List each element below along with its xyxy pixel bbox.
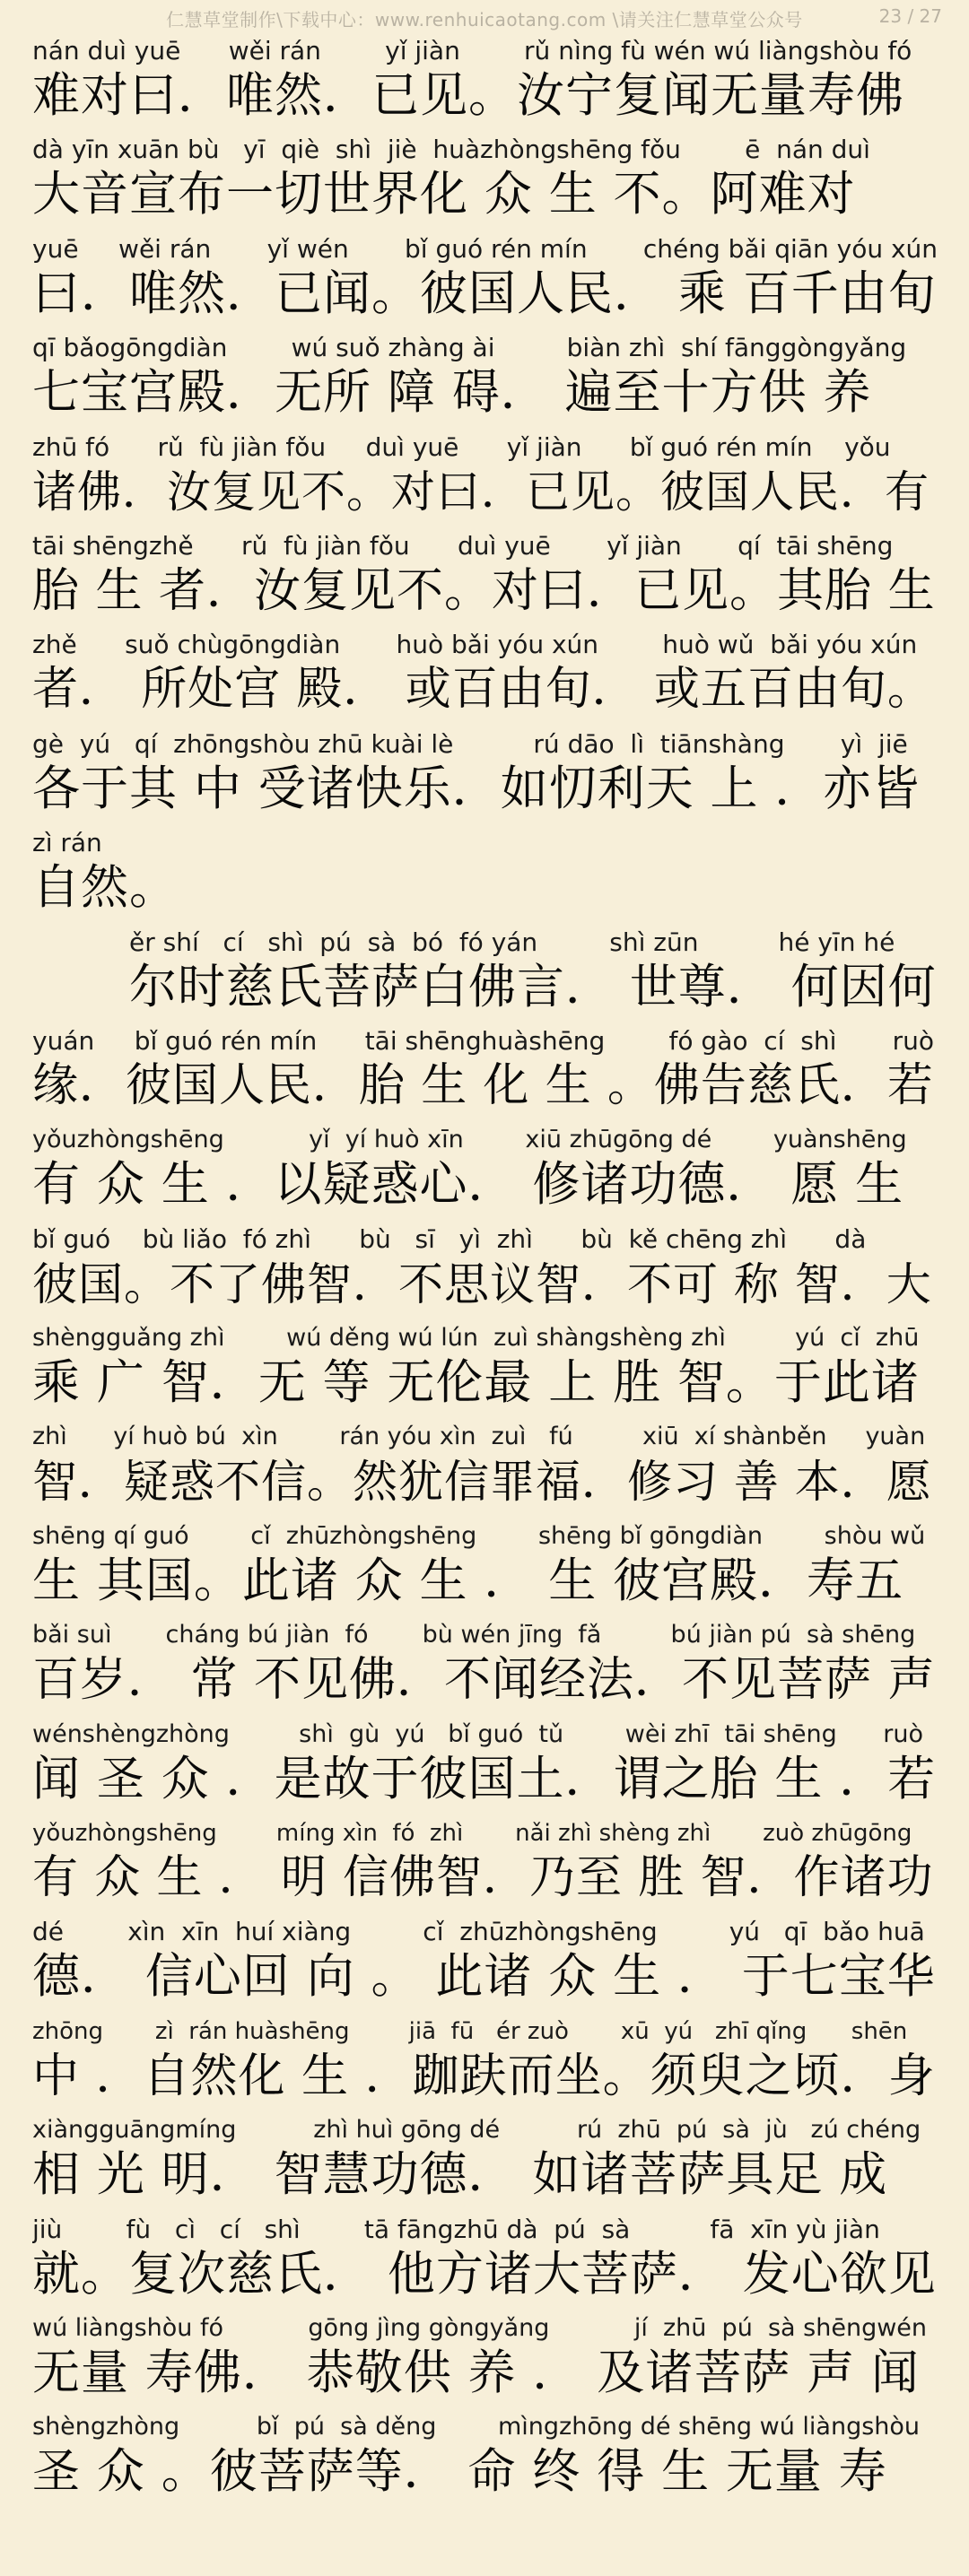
text-line bbox=[32, 1026, 938, 1125]
pinyin-line: shēng qí guó cǐ zhūzhòngshēng shēng bǐ gōngdiàn shòu wǔ bbox=[32, 1521, 926, 1550]
text-line bbox=[32, 2412, 938, 2511]
hanzi-line: 智．疑惑不信。然犹信罪福．修习 善 本．愿 bbox=[32, 1456, 932, 1509]
pinyin-line: shèngzhòng bǐ pú sà děng mìngzhōng dé shēng wú liàngshòu bbox=[32, 2413, 921, 2441]
pinyin-line: zhū fó rǔ fù jiàn fǒu duì yuē yǐ jiàn bǐ guó rén mín yǒu bbox=[32, 431, 891, 462]
pinyin-line: zhě suǒ chùgōngdiàn huò bǎi yóu xún huò wǔ bǎi yóu xún bbox=[32, 630, 918, 660]
pinyin-line: jiù fù cì cí shì tā fāngzhū dà pú sà fā xīn yù jiàn bbox=[32, 2214, 880, 2244]
hanzi-line: 难对曰．唯然．已见。汝宁复闻无量寿佛 bbox=[32, 68, 904, 123]
text-line bbox=[32, 1620, 938, 1719]
pinyin-line: bǎi suì cháng bú jiàn fó bù wén jīng fǎ bú jiàn pú sà shēng bbox=[32, 1621, 916, 1649]
text-line bbox=[32, 432, 938, 531]
hanzi-line: 德． 信心回 向 。 此诸 众 生 ． 于七宝华 bbox=[32, 1949, 936, 2005]
pinyin-line: yuán bǐ guó rén mín tāi shēnghuàshēng fó gào cí shì ruò bbox=[32, 1025, 935, 1056]
hanzi-line: 乘 广 智．无 等 无伦最 上 胜 智。于此诸 bbox=[32, 1355, 920, 1411]
hanzi-line: 大音宣布一切世界化 众 生 不。阿难对 bbox=[32, 167, 856, 222]
hanzi-line: 曰．唯然．已闻。彼国人民． 乘 百千由旬 bbox=[32, 265, 937, 321]
pinyin-line: qī bǎogōngdiàn wú suǒ zhàng ài biàn zhì shí fānggòngyǎng bbox=[32, 333, 907, 363]
text-line bbox=[32, 135, 938, 233]
pinyin-line: ěr shí cí shì pú sà bó fó yán shì zūn hé yīn hé bbox=[129, 927, 895, 957]
page-header bbox=[0, 0, 969, 36]
pinyin-line: wú liàngshòu fó gōng jìng gòngyǎng jí zhū pú sà shēngwén bbox=[32, 2313, 928, 2342]
hanzi-line: 尔时慈氏菩萨白佛言． 世尊． 何因何 bbox=[129, 959, 937, 1014]
text-line bbox=[32, 2313, 938, 2412]
text-line bbox=[32, 2115, 938, 2214]
hanzi-line: 就。复次慈氏． 他方诸大菩萨． 发心欲见 bbox=[32, 2246, 937, 2302]
hanzi-line: 相 光 明． 智慧功德． 如诸菩萨具足 成 bbox=[32, 2147, 888, 2203]
pinyin-line: zì rán bbox=[32, 828, 102, 858]
hanzi-line: 诸佛．汝复见不。对曰．已见。彼国人民．有 bbox=[32, 466, 930, 518]
text-line bbox=[32, 828, 938, 927]
text-line bbox=[32, 1323, 938, 1422]
pinyin-line: gè yú qí zhōngshòu zhū kuài lè rú dāo lì tiānshàng yì jiē bbox=[32, 728, 908, 759]
pinyin-line: zhōng zì rán huàshēng jiā fū ér zuò xū yú zhī qǐng shēn bbox=[32, 2017, 908, 2045]
text-line bbox=[32, 1224, 938, 1323]
pinyin-line: dé xìn xīn huí xiàng cǐ zhūzhòngshēng yú qī bǎo huā bbox=[32, 1917, 925, 1947]
text-line bbox=[32, 333, 938, 431]
text-line bbox=[32, 1125, 938, 1223]
text-line bbox=[32, 1818, 938, 1917]
header-title: 仁慧草堂制作\下载中心：www.renhuicaotang.com \请关注仁慧草堂公众号 bbox=[166, 9, 803, 30]
text-line bbox=[32, 531, 938, 630]
pinyin-line: zhì yí huò bú xìn rán yóu xìn zuì fú xiū xí shànběn yuàn bbox=[32, 1423, 926, 1451]
hanzi-line: 生 其国。此诸 众 生 ． 生 彼宫殿．寿五 bbox=[32, 1553, 904, 1608]
text-line bbox=[32, 1422, 938, 1520]
pinyin-line: yǒuzhòngshēng yǐ yí huò xīn xiū zhūgōng dé yuànshēng bbox=[32, 1126, 907, 1154]
pinyin-line: tāi shēngzhě rǔ fù jiàn fǒu duì yuē yǐ jiàn qí tāi shēng bbox=[32, 530, 894, 561]
text-line bbox=[32, 630, 938, 728]
pinyin-line: nán duì yuē wěi rán yǐ jiàn rǔ nìng fù wén wú liàngshòu fó bbox=[32, 36, 912, 65]
hanzi-line: 各于其 中 受诸快乐．如忉利天 上 ．亦皆 bbox=[32, 761, 921, 816]
page-number: 23 / 27 bbox=[878, 5, 942, 27]
pinyin-line: bǐ guó bù liǎo fó zhì bù sī yì zhì bù kě chēng zhì dà bbox=[32, 1223, 867, 1254]
hanzi-line: 七宝宫殿．无所 障 碍． 遍至十方供 养 bbox=[32, 365, 872, 421]
pinyin-line: dà yīn xuān bù yī qiè shì jiè huàzhòngshēng fǒu ē nán duì bbox=[32, 135, 870, 165]
text-line bbox=[32, 729, 938, 828]
text-line bbox=[32, 234, 938, 333]
text-line bbox=[32, 1719, 938, 1818]
hanzi-line: 胎 生 者．汝复见不。对曰．已见。其胎 生 bbox=[32, 563, 936, 618]
text-line bbox=[32, 1521, 938, 1620]
text-line bbox=[32, 1917, 938, 2015]
hanzi-line: 有 众 生 ．以疑惑心． 修诸功德． 愿 生 bbox=[32, 1157, 904, 1213]
hanzi-line: 百岁． 常 不见佛．不闻经法．不见菩萨 声 bbox=[32, 1653, 936, 1708]
hanzi-line: 无量 寿佛． 恭敬供 养 ． 及诸菩萨 声 闻 bbox=[32, 2345, 920, 2400]
hanzi-line: 彼国。不了佛智．不思议智．不可 称 智．大 bbox=[32, 1258, 932, 1310]
pinyin-line: yǒuzhòngshēng míng xìn fó zhì nǎi zhì shèng zhì zuò zhūgōng bbox=[32, 1820, 912, 1848]
scripture-text bbox=[32, 36, 938, 2574]
text-line bbox=[32, 2016, 938, 2115]
pinyin-line: yuē wěi rán yǐ wén bǐ guó rén mín chéng bǎi qiān yóu xún bbox=[32, 233, 938, 264]
hanzi-line: 闻 圣 众 ．是故于彼国土．谓之胎 生 ．若 bbox=[32, 1751, 937, 1806]
hanzi-line: 者． 所处宫 殿． 或百由旬． 或五百由旬。 bbox=[32, 663, 934, 717]
hanzi-line: 圣 众 。彼菩萨等． 命 终 得 生 无量 寿 bbox=[32, 2444, 887, 2500]
text-line bbox=[32, 927, 938, 1026]
pinyin-line: shèngguǎng zhì wú děng wú lún zuì shàngshèng zhì yú cǐ zhū bbox=[32, 1324, 920, 1353]
hanzi-line: 有 众 生 ． 明 信佛智．乃至 胜 智．作诸功 bbox=[32, 1851, 934, 1905]
hanzi-line: 自然。 bbox=[32, 860, 178, 916]
pinyin-line: wénshèngzhòng shì gù yú bǐ guó tǔ wèi zhī tāi shēng ruò bbox=[32, 1719, 923, 1748]
text-line bbox=[32, 2215, 938, 2313]
hanzi-line: 缘．彼国人民．胎 生 化 生 。佛告慈氏．若 bbox=[32, 1058, 934, 1112]
pinyin-line: xiàngguāngmíng zhì huì gōng dé rú zhū pú sà jù zú chéng bbox=[32, 2116, 921, 2145]
hanzi-line: 中 ．自然化 生 ．跏趺而坐。须臾之顷．身 bbox=[32, 2049, 936, 2103]
text-line bbox=[32, 36, 938, 135]
